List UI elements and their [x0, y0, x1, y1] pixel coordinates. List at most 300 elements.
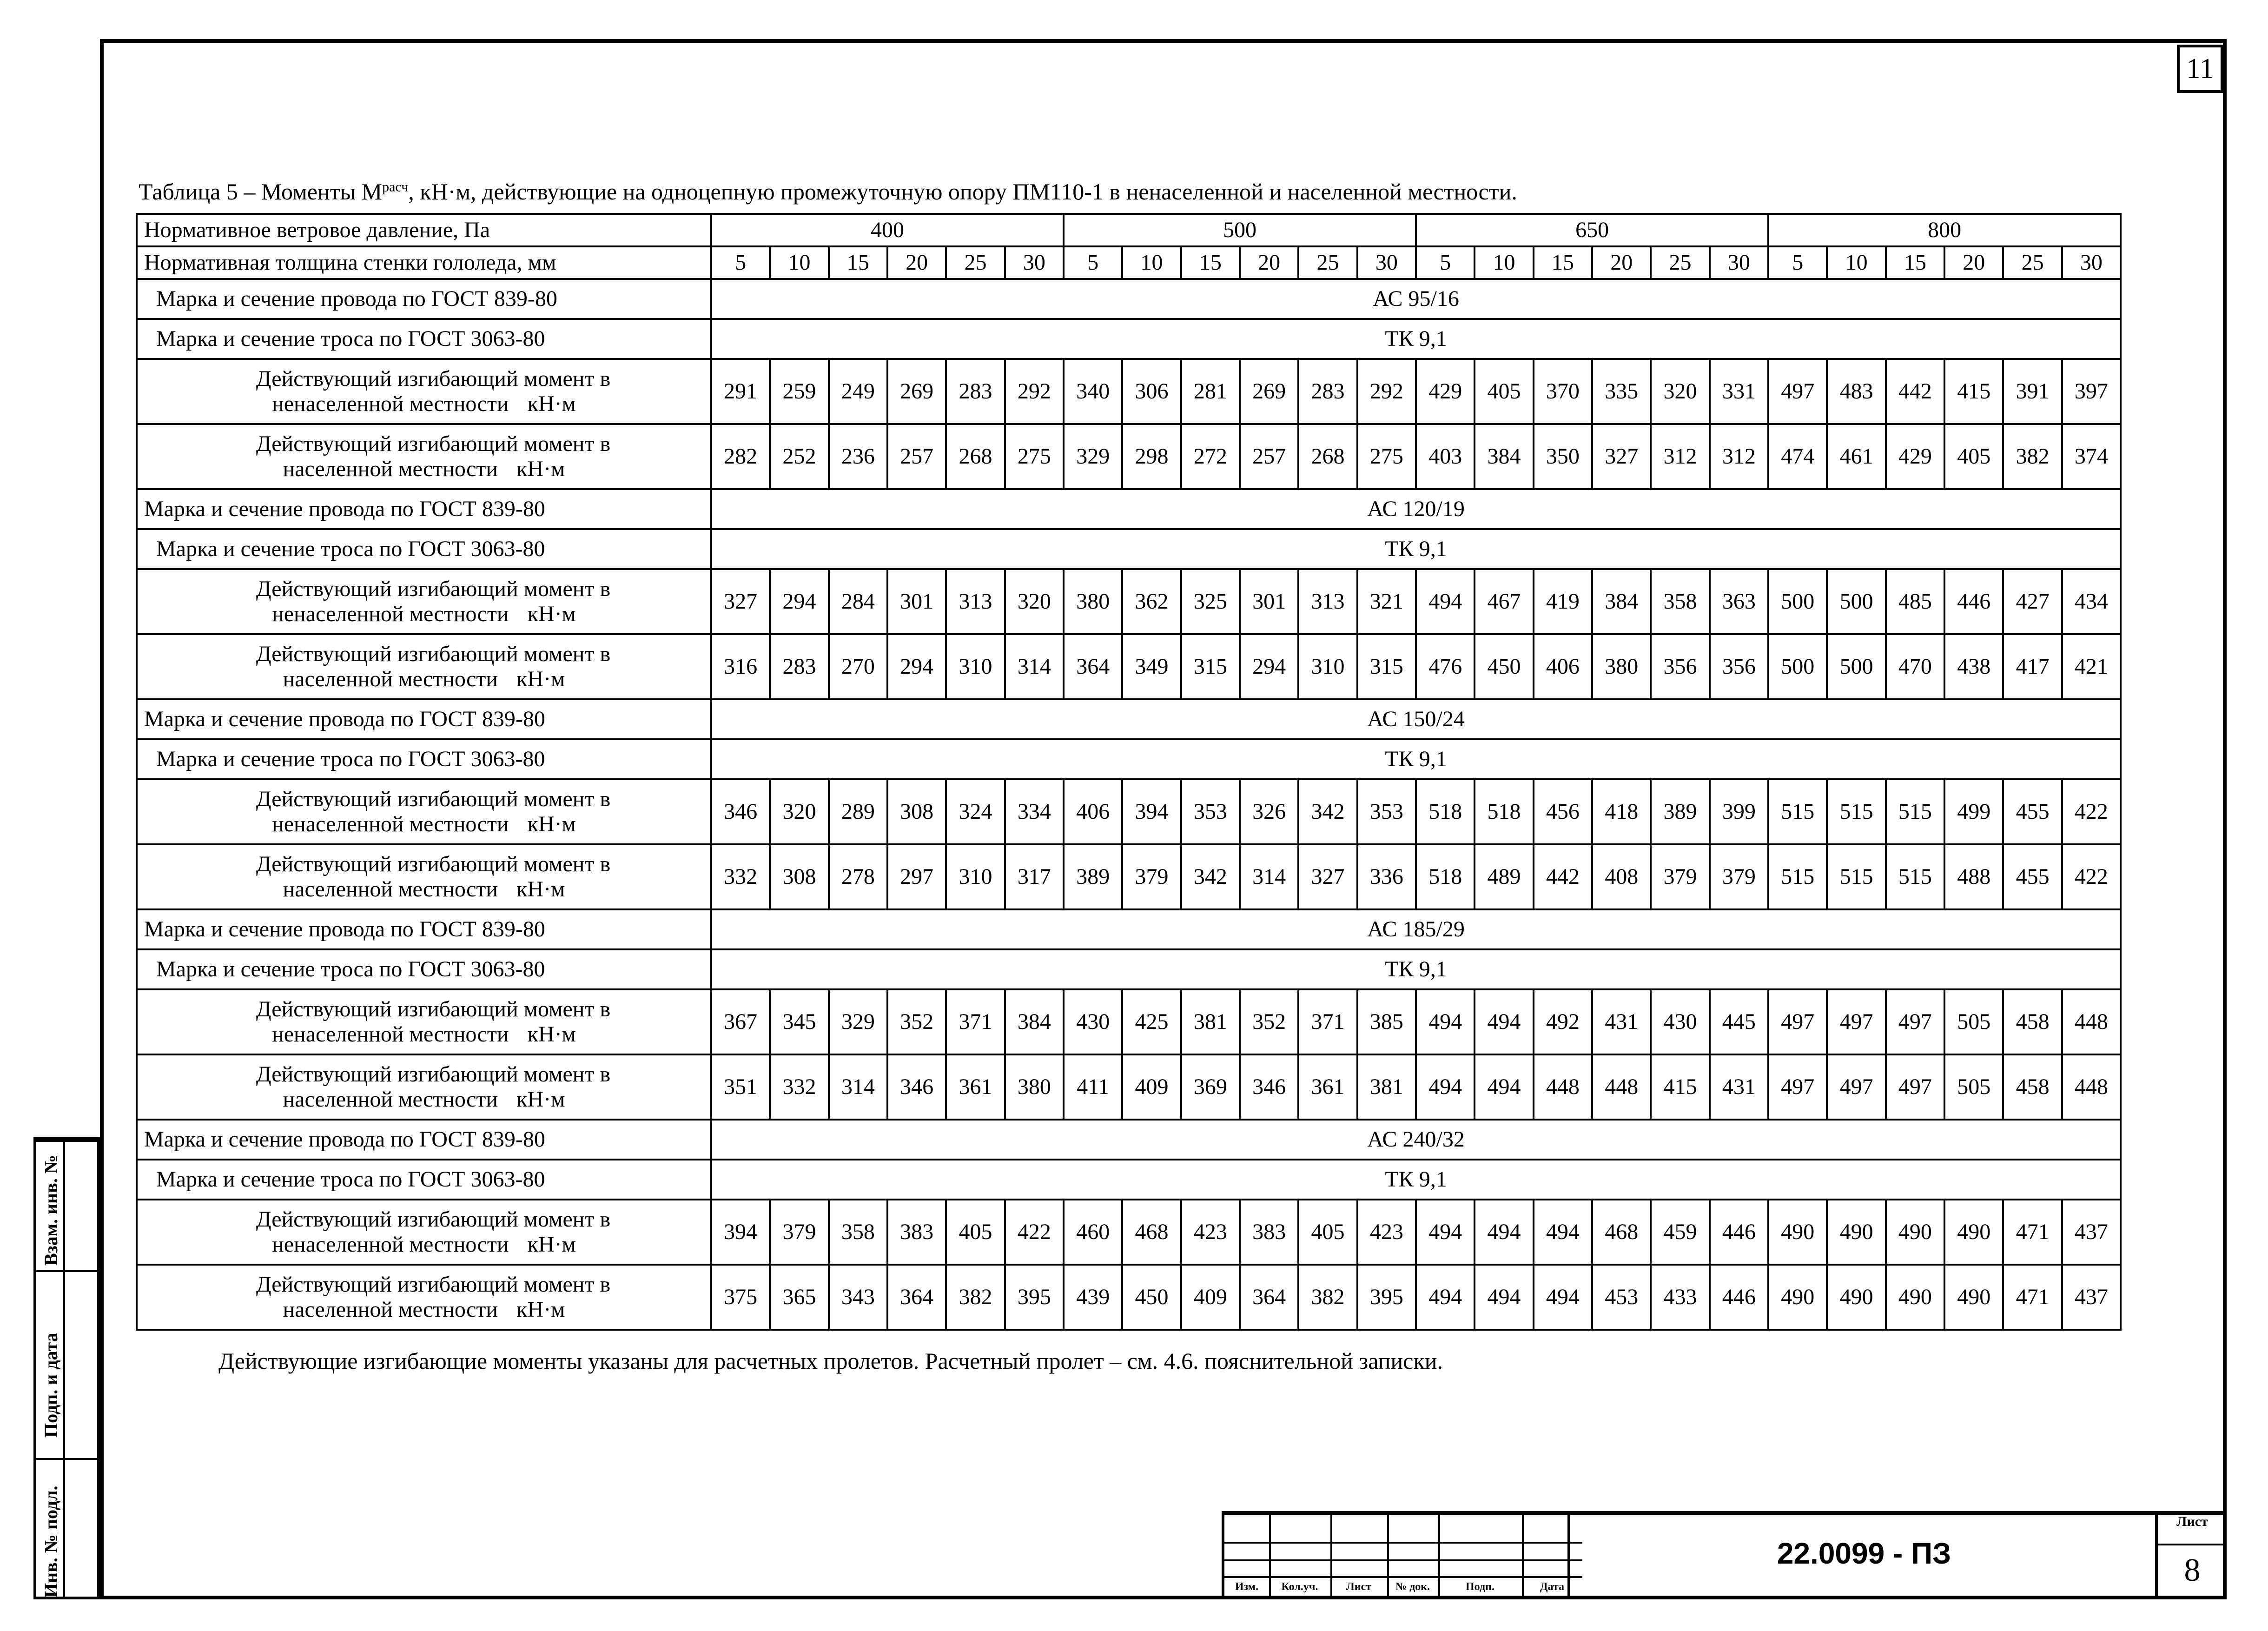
moment-value: 367 [711, 989, 770, 1054]
moment-value: 363 [1710, 569, 1768, 634]
moment-value: 497 [1886, 989, 1944, 1054]
moment-value: 313 [946, 569, 1005, 634]
moment-value: 365 [770, 1265, 828, 1330]
moment-value: 282 [711, 424, 770, 489]
moment-label-line2 [138, 1232, 710, 1257]
moment-unit: кН·м [516, 877, 565, 902]
moment-value: 418 [1592, 779, 1651, 844]
moment-value: 278 [829, 844, 887, 909]
moment-value: 361 [1298, 1054, 1357, 1120]
moment-value: 405 [1475, 359, 1533, 424]
moment-value: 397 [2062, 359, 2121, 424]
moment-value: 415 [1651, 1054, 1709, 1120]
moment-value: 320 [1651, 359, 1709, 424]
moment-value: 358 [1651, 569, 1709, 634]
moment-value: 422 [1005, 1200, 1064, 1265]
moment-location: ненаселенной местности [272, 1232, 509, 1257]
moment-value: 252 [770, 424, 828, 489]
moment-value: 316 [711, 634, 770, 699]
moment-label-line1: Действующий изгибающий момент в [256, 366, 611, 391]
moment-value: 383 [887, 1200, 946, 1265]
moment-value: 315 [1357, 634, 1416, 699]
top-sheet-number: 11 [2177, 45, 2223, 93]
header-wind-row [137, 214, 2121, 246]
cable-label: Марка и сечение троса по ГОСТ 3063-80 [137, 949, 711, 989]
moment-value: 380 [1005, 1054, 1064, 1120]
cable-row [137, 529, 2121, 569]
moment-value: 362 [1122, 569, 1181, 634]
ice-thickness-value: 15 [1181, 246, 1240, 279]
wind-pressure-value: 800 [1768, 214, 2121, 246]
moment-value: 500 [1768, 569, 1827, 634]
ice-thickness-value: 30 [2062, 246, 2121, 279]
moment-value: 448 [2062, 989, 2121, 1054]
moment-value: 312 [1710, 424, 1768, 489]
wire-row [137, 489, 2121, 529]
moment-location: населенной местности [283, 1087, 498, 1112]
moment-value: 494 [1416, 1200, 1475, 1265]
moment-value: 423 [1357, 1200, 1416, 1265]
moment-label-line1: Действующий изгибающий момент в [256, 577, 611, 602]
cable-label: Марка и сечение троса по ГОСТ 3063-80 [137, 529, 711, 569]
moment-value: 500 [1827, 634, 1885, 699]
moment-value: 382 [946, 1265, 1005, 1330]
moment-value: 294 [887, 634, 946, 699]
moment-inhabited-row [137, 424, 2121, 489]
ice-thickness-value: 20 [1240, 246, 1298, 279]
moment-value: 442 [1534, 844, 1592, 909]
moment-value: 515 [1827, 844, 1885, 909]
ice-thickness-value: 10 [770, 246, 828, 279]
moment-value: 497 [1768, 989, 1827, 1054]
moment-unit: кН·м [527, 602, 576, 626]
moment-label [137, 779, 711, 844]
moment-unit: кН·м [527, 391, 576, 416]
moment-value: 442 [1886, 359, 1944, 424]
moment-value: 446 [1710, 1200, 1768, 1265]
moment-value: 320 [770, 779, 828, 844]
moment-value: 292 [1357, 359, 1416, 424]
moment-unit: кН·м [516, 667, 565, 691]
moment-value: 383 [1240, 1200, 1298, 1265]
moment-value: 374 [2062, 424, 2121, 489]
moment-value: 431 [1710, 1054, 1768, 1120]
moment-value: 488 [1944, 844, 2003, 909]
moment-value: 384 [1005, 989, 1064, 1054]
stamp-column-label: Кол.уч. [1281, 1581, 1318, 1593]
caption-prefix: Таблица 5 – Моменты М [139, 179, 383, 205]
moment-uninhabited-row [137, 1200, 2121, 1265]
moment-value: 406 [1064, 779, 1122, 844]
wire-label: Марка и сечение провода по ГОСТ 839-80 [137, 909, 711, 949]
moment-value: 490 [1886, 1265, 1944, 1330]
moment-label-line1: Действующий изгибающий момент в [256, 1207, 611, 1232]
wind-pressure-value: 500 [1064, 214, 1416, 246]
moment-value: 358 [829, 1200, 887, 1265]
moment-value: 352 [887, 989, 946, 1054]
moment-value: 515 [1886, 844, 1944, 909]
moment-label-line2 [138, 602, 710, 627]
moment-value: 422 [2062, 844, 2121, 909]
moment-value: 494 [1534, 1265, 1592, 1330]
moments-table [136, 213, 2122, 1331]
moment-value: 298 [1122, 424, 1181, 489]
cable-row [137, 1160, 2121, 1200]
moment-value: 419 [1534, 569, 1592, 634]
moment-value: 494 [1475, 1265, 1533, 1330]
moment-value: 283 [946, 359, 1005, 424]
wire-row [137, 1120, 2121, 1160]
moment-value: 384 [1592, 569, 1651, 634]
moment-value: 408 [1592, 844, 1651, 909]
cable-grade: ТК 9,1 [711, 319, 2121, 359]
moment-label-line2 [138, 457, 710, 482]
moment-value: 431 [1592, 989, 1651, 1054]
moment-label-line1: Действующий изгибающий момент в [256, 852, 611, 877]
cable-label: Марка и сечение троса по ГОСТ 3063-80 [137, 739, 711, 779]
moment-value: 379 [1710, 844, 1768, 909]
cable-row [137, 739, 2121, 779]
moment-value: 490 [1768, 1200, 1827, 1265]
moment-value: 283 [770, 634, 828, 699]
moment-value: 494 [1416, 1054, 1475, 1120]
moment-location: населенной местности [283, 877, 498, 902]
moment-value: 518 [1416, 844, 1475, 909]
wind-pressure-value: 400 [711, 214, 1064, 246]
moment-value: 268 [1298, 424, 1357, 489]
moment-value: 310 [946, 844, 1005, 909]
moment-label [137, 634, 711, 699]
moment-value: 364 [887, 1265, 946, 1330]
moment-value: 437 [2062, 1265, 2121, 1330]
moment-value: 268 [946, 424, 1005, 489]
moment-value: 476 [1416, 634, 1475, 699]
moment-unit: кН·м [527, 1232, 576, 1257]
moment-value: 409 [1181, 1265, 1240, 1330]
moment-value: 430 [1651, 989, 1709, 1054]
moment-value: 411 [1064, 1054, 1122, 1120]
moment-label-line2 [138, 1087, 710, 1112]
moment-value: 515 [1768, 779, 1827, 844]
ice-thickness-value: 15 [1886, 246, 1944, 279]
moment-value: 361 [946, 1054, 1005, 1120]
moment-value: 381 [1181, 989, 1240, 1054]
moment-value: 427 [2003, 569, 2062, 634]
moment-value: 342 [1298, 779, 1357, 844]
moment-value: 313 [1298, 569, 1357, 634]
ice-thickness-value: 20 [1592, 246, 1651, 279]
moment-value: 470 [1886, 634, 1944, 699]
moment-value: 461 [1827, 424, 1885, 489]
moment-value: 448 [1534, 1054, 1592, 1120]
revision-grid [1224, 1515, 1582, 1599]
moment-inhabited-row [137, 1054, 2121, 1120]
moment-value: 384 [1475, 424, 1533, 489]
moment-value: 391 [2003, 359, 2062, 424]
moment-value: 346 [1240, 1054, 1298, 1120]
moment-value: 494 [1475, 1200, 1533, 1265]
footnote: Действующие изгибающие моменты указаны для расчетных пролетов. Расчетный пролет – см. 4.6. пояснительной записки. [218, 1348, 1443, 1374]
stamp-column-label: Подп. [1466, 1581, 1494, 1593]
moment-value: 292 [1005, 359, 1064, 424]
moment-value: 275 [1357, 424, 1416, 489]
moment-value: 429 [1886, 424, 1944, 489]
moment-value: 422 [2062, 779, 2121, 844]
moment-value: 371 [1298, 989, 1357, 1054]
moment-value: 294 [1240, 634, 1298, 699]
wire-label: Марка и сечение провода по ГОСТ 839-80 [137, 699, 711, 739]
ice-thickness-label: Нормативная толщина стенки гололеда, мм [137, 246, 711, 279]
moment-value: 448 [2062, 1054, 2121, 1120]
moment-label-line2 [138, 391, 710, 417]
moment-value: 438 [1944, 634, 2003, 699]
moment-value: 518 [1416, 779, 1475, 844]
moment-value: 275 [1005, 424, 1064, 489]
moment-value: 515 [1886, 779, 1944, 844]
moment-value: 379 [770, 1200, 828, 1265]
moment-value: 371 [946, 989, 1005, 1054]
ice-thickness-value: 5 [1768, 246, 1827, 279]
moment-unit: кН·м [516, 457, 565, 481]
wire-grade: АС 150/24 [711, 699, 2121, 739]
moment-value: 483 [1827, 359, 1885, 424]
moment-value: 364 [1240, 1265, 1298, 1330]
ice-thickness-value: 10 [1827, 246, 1885, 279]
moment-value: 353 [1181, 779, 1240, 844]
ice-thickness-value: 25 [2003, 246, 2062, 279]
moment-value: 257 [1240, 424, 1298, 489]
moment-value: 455 [2003, 779, 2062, 844]
moment-label [137, 424, 711, 489]
moment-label [137, 989, 711, 1054]
moment-value: 494 [1475, 989, 1533, 1054]
moment-value: 283 [1298, 359, 1357, 424]
ice-thickness-value: 25 [946, 246, 1005, 279]
moment-value: 301 [1240, 569, 1298, 634]
moment-value: 327 [1592, 424, 1651, 489]
moment-value: 394 [711, 1200, 770, 1265]
moment-label-line2 [138, 1297, 710, 1322]
moment-value: 500 [1768, 634, 1827, 699]
moment-value: 314 [1005, 634, 1064, 699]
moment-unit: кН·м [516, 1297, 565, 1322]
moment-value: 289 [829, 779, 887, 844]
stamp-column-label: Изм. [1235, 1581, 1259, 1593]
moment-value: 334 [1005, 779, 1064, 844]
moment-value: 455 [2003, 844, 2062, 909]
moment-value: 350 [1534, 424, 1592, 489]
moment-value: 270 [829, 634, 887, 699]
wire-grade: АС 240/32 [711, 1120, 2121, 1160]
moment-value: 394 [1122, 779, 1181, 844]
moment-label-line1: Действующий изгибающий момент в [256, 1062, 611, 1087]
moment-value: 340 [1064, 359, 1122, 424]
moment-value: 342 [1181, 844, 1240, 909]
moment-value: 515 [1768, 844, 1827, 909]
moment-value: 329 [829, 989, 887, 1054]
document-designation: 22.0099 - ПЗ [1567, 1511, 2158, 1596]
moment-value: 421 [2062, 634, 2121, 699]
stamp-column-label: № док. [1395, 1581, 1430, 1593]
moment-location: ненаселенной местности [272, 391, 509, 416]
ice-thickness-value: 10 [1475, 246, 1533, 279]
moment-label [137, 844, 711, 909]
cable-grade: ТК 9,1 [711, 529, 2121, 569]
moment-value: 490 [1886, 1200, 1944, 1265]
moment-value: 379 [1651, 844, 1709, 909]
moment-value: 474 [1768, 424, 1827, 489]
moment-value: 399 [1710, 779, 1768, 844]
moment-value: 356 [1651, 634, 1709, 699]
ice-thickness-value: 30 [1357, 246, 1416, 279]
moment-value: 345 [770, 989, 828, 1054]
moment-value: 497 [1768, 1054, 1827, 1120]
moment-value: 395 [1357, 1265, 1416, 1330]
moment-location: населенной местности [283, 1297, 498, 1322]
moment-value: 456 [1534, 779, 1592, 844]
cable-grade: ТК 9,1 [711, 949, 2121, 989]
moment-value: 458 [2003, 1054, 2062, 1120]
ice-thickness-value: 5 [1064, 246, 1122, 279]
moment-value: 381 [1357, 1054, 1416, 1120]
moment-value: 331 [1710, 359, 1768, 424]
moment-value: 297 [887, 844, 946, 909]
moment-value: 405 [946, 1200, 1005, 1265]
moment-value: 468 [1592, 1200, 1651, 1265]
moment-value: 494 [1475, 1054, 1533, 1120]
moment-value: 332 [770, 1054, 828, 1120]
moment-value: 415 [1944, 359, 2003, 424]
moment-label [137, 1265, 711, 1330]
moment-value: 352 [1240, 989, 1298, 1054]
moment-label-line2 [138, 812, 710, 837]
wire-label: Марка и сечение провода по ГОСТ 839-80 [137, 489, 711, 529]
moment-value: 327 [711, 569, 770, 634]
moment-label-line2 [138, 877, 710, 902]
moment-value: 370 [1534, 359, 1592, 424]
moment-value: 310 [1298, 634, 1357, 699]
moment-value: 497 [1827, 989, 1885, 1054]
cable-label: Марка и сечение троса по ГОСТ 3063-80 [137, 1160, 711, 1200]
moment-value: 294 [770, 569, 828, 634]
moment-value: 379 [1122, 844, 1181, 909]
moment-label [137, 1054, 711, 1120]
moment-value: 259 [770, 359, 828, 424]
moment-label-line1: Действующий изгибающий момент в [256, 997, 611, 1022]
moment-value: 437 [2062, 1200, 2121, 1265]
moment-inhabited-row [137, 634, 2121, 699]
moment-value: 403 [1416, 424, 1475, 489]
moment-value: 492 [1534, 989, 1592, 1054]
cable-label: Марка и сечение троса по ГОСТ 3063-80 [137, 319, 711, 359]
moment-value: 349 [1122, 634, 1181, 699]
moment-unit: кН·м [527, 812, 576, 836]
ice-thickness-value: 5 [711, 246, 770, 279]
moment-value: 329 [1064, 424, 1122, 489]
moment-value: 320 [1005, 569, 1064, 634]
moment-value: 515 [1827, 779, 1885, 844]
moment-value: 490 [1944, 1200, 2003, 1265]
moment-value: 389 [1064, 844, 1122, 909]
moment-value: 272 [1181, 424, 1240, 489]
moment-value: 346 [711, 779, 770, 844]
moment-value: 382 [2003, 424, 2062, 489]
podp-data-label: Подп. и дата [40, 1333, 61, 1438]
moment-value: 459 [1651, 1200, 1709, 1265]
moment-value: 425 [1122, 989, 1181, 1054]
moment-value: 291 [711, 359, 770, 424]
moment-value: 382 [1298, 1265, 1357, 1330]
sheet-label: Лист [2176, 1514, 2208, 1529]
moment-value: 448 [1592, 1054, 1651, 1120]
moment-value: 326 [1240, 779, 1298, 844]
moment-value: 308 [887, 779, 946, 844]
moment-location: ненаселенной местности [272, 602, 509, 626]
moment-value: 332 [711, 844, 770, 909]
moment-value: 467 [1475, 569, 1533, 634]
stamp-column-label: Дата [1540, 1581, 1564, 1593]
wind-pressure-value: 650 [1416, 214, 1768, 246]
moment-value: 497 [1768, 359, 1827, 424]
moment-value: 405 [1944, 424, 2003, 489]
moment-value: 453 [1592, 1265, 1651, 1330]
moment-value: 395 [1005, 1265, 1064, 1330]
moment-value: 505 [1944, 989, 2003, 1054]
cable-row [137, 319, 2121, 359]
table-caption [139, 178, 1517, 205]
moment-value: 494 [1416, 1265, 1475, 1330]
moment-value: 497 [1886, 1054, 1944, 1120]
wire-label: Марка и сечение провода по ГОСТ 839-80 [137, 1120, 711, 1160]
moment-unit: кН·м [516, 1087, 565, 1112]
moment-value: 310 [946, 634, 1005, 699]
moment-location: ненаселенной местности [272, 812, 509, 836]
moment-value: 314 [829, 1054, 887, 1120]
wire-row [137, 699, 2121, 739]
moment-value: 314 [1240, 844, 1298, 909]
wire-label: Марка и сечение провода по ГОСТ 839-80 [137, 279, 711, 319]
ice-thickness-value: 20 [1944, 246, 2003, 279]
wire-row [137, 279, 2121, 319]
cable-grade: ТК 9,1 [711, 739, 2121, 779]
ice-thickness-value: 30 [1710, 246, 1768, 279]
moment-value: 494 [1534, 1200, 1592, 1265]
wire-grade: АС 185/29 [711, 909, 2121, 949]
ice-thickness-value: 15 [1534, 246, 1592, 279]
moment-label-line2 [138, 667, 710, 692]
stamp-column-label: Лист [1346, 1581, 1372, 1593]
side-stamp [33, 1137, 100, 1599]
moment-uninhabited-row [137, 989, 2121, 1054]
moment-value: 284 [829, 569, 887, 634]
moment-value: 505 [1944, 1054, 2003, 1120]
moment-value: 490 [1944, 1265, 2003, 1330]
moment-value: 490 [1827, 1265, 1885, 1330]
moment-value: 335 [1592, 359, 1651, 424]
moment-value: 460 [1064, 1200, 1122, 1265]
moment-uninhabited-row [137, 569, 2121, 634]
moment-value: 446 [1710, 1265, 1768, 1330]
moment-value: 308 [770, 844, 828, 909]
moment-value: 389 [1651, 779, 1709, 844]
moment-value: 380 [1592, 634, 1651, 699]
moment-unit: кН·м [527, 1022, 576, 1047]
moment-value: 406 [1534, 634, 1592, 699]
moment-value: 439 [1064, 1265, 1122, 1330]
moment-value: 343 [829, 1265, 887, 1330]
moment-value: 281 [1181, 359, 1240, 424]
moment-value: 346 [887, 1054, 946, 1120]
